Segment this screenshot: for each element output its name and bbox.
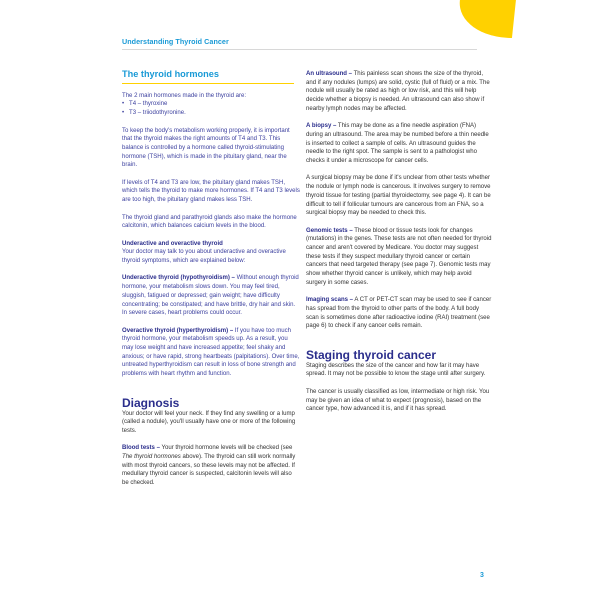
lead-biopsy: A biopsy – <box>306 123 337 130</box>
paragraph-underactive: Underactive thyroid (hypothyroidism) – Without enough thyroid hormone, your metabolism slows down. You may feel tired, sluggish, fatigued or depressed; gain weight; have difficulty concentrating; be constipated; and have brittle, dry hair and skin. In severe cases, heart problems could occur. <box>122 275 299 317</box>
lead-blood-tests: Blood tests – <box>122 445 160 452</box>
hormone-list <box>122 100 300 117</box>
page-number: 3 <box>480 572 484 579</box>
paragraph: To keep the body's metabolism working properly, it is important that the thyroid makes the right amounts of T4 and T3. This balance is controlled by a hormone called thyroid-stimulating hormone (TSH), which is made in the pituitary gland, near the brain. <box>122 127 290 169</box>
paragraph-genomic: Genomic tests – These blood or tissue tests look for changes (mutations) in the genes. These tests are not often needed for thyroid cancer and aren't covered by Medicare. You doctor may suggest these tests if they suspect medullary thyroid cancer or certain cancers that need targeted therapy (see page 7). Genomic tests may show whether thyroid cancer is unlikely, which may help avoid surgery in some cases. <box>306 227 492 286</box>
section-title-thyroid-hormones: The thyroid hormones <box>122 70 294 84</box>
paragraph-biopsy: A biopsy – This may be done as a fine needle aspiration (FNA) during an ultrasound. The area may be numbed before a thin needle is inserted to collect a sample of cells. An ultrasound guides the needle to the right spot. The sample is sent to a pathologist who checks it under a microscope for cancer cells. <box>306 123 489 165</box>
left-column <box>122 70 300 497</box>
section-title-diagnosis: Diagnosis <box>122 395 180 410</box>
lead-ultrasound: An ultrasound – <box>306 71 353 77</box>
section-title-staging: Staging thyroid cancer <box>306 347 437 362</box>
cross-reference: The thyroid hormones <box>122 454 181 460</box>
subheading-underactive-overactive: Underactive and overactive thyroid <box>122 240 223 247</box>
lead-overactive: Overactive thyroid (hyperthyroidism) – <box>122 327 234 334</box>
paragraph: Your doctor will feel your neck. If they find any swelling or a lump (called a nodule), you'll usually have one or more of the following tests. <box>122 410 296 434</box>
paragraph-ultrasound: An ultrasound – This painless scan shows the size of the thyroid, and if any nodules (lumps) are solid, cystic (full of fluid) or a mix. The nodule will usually be rated as high or low risk, and this will help decide whether a biopsy is needed. An ultrasound can also show if nearby lymph nodes may be affected. <box>306 71 490 112</box>
paragraph: Your doctor may talk to you about underactive and overactive thyroid symptoms, which are explained below: <box>122 249 286 264</box>
decorative-yellow-shape <box>456 0 518 38</box>
paragraph: A surgical biopsy may be done if it's unclear from other tests whether the nodule or lymph node is cancerous. It involves surgery to remove thyroid tissue for testing (partial thyroidectomy, see page 4). It can be difficult to tell if follicular tumours are cancerous from an FNA, so a surgical biopsy may be needed to check this. <box>306 175 491 217</box>
hormones-intro: The 2 main hormones made in the thyroid are: <box>122 92 247 99</box>
paragraph: The cancer is usually classified as low, intermediate or high risk. You may be given an idea of what to expect (prognosis), based on the cancer type, how advanced it is, and if it has spread. <box>306 388 490 413</box>
paragraph-blood-tests: Blood tests – Your thyroid hormone levels will be checked (see The thyroid hormones above). The thyroid can still work normally with most thyroid cancers, so these levels may not be affected. If medullary thyroid cancer is suspected, calcitonin levels will also be checked. <box>122 445 296 487</box>
paragraph-overactive: Overactive thyroid (hyperthyroidism) – If you have too much thyroid hormone, your metabolism speeds up. As a result, you may lose weight and have increased appetite; feel shaky and anxious; or have rapid, strong heartbeats (palpitations). Over time, untreated hyperthyroidism can result in loss of bone strength and problems with heart rhythm and function. <box>122 327 300 378</box>
list-item: • T3 – triiodothyronine. <box>122 109 300 118</box>
running-header: Understanding Thyroid Cancer <box>122 37 229 46</box>
lead-underactive: Underactive thyroid (hypothyroidism) – <box>122 275 235 282</box>
lead-imaging-scans: Imaging scans – <box>306 297 354 304</box>
right-column <box>306 70 492 423</box>
header-divider <box>122 49 477 50</box>
paragraph: If levels of T4 and T3 are low, the pituitary gland makes TSH, which tells the thyroid to make more hormones. If T4 and T3 levels are too high, the pituitary gland makes less TSH. <box>122 179 300 204</box>
paragraph: Staging describes the size of the cancer and how far it may have spread. It may not be possible to know the stage until after surgery. <box>306 362 486 378</box>
paragraph-imaging: Imaging scans – A CT or PET-CT scan may be used to see if cancer has spread from the thyroid to other parts of the body. A full body scan is sometimes done after radioactive iodine (RAI) treatment (see page 6) to check if any cancer cells remain. <box>306 297 492 330</box>
paragraph: The thyroid gland and parathyroid glands also make the hormone calcitonin, which balances calcium levels in the blood. <box>122 214 297 230</box>
list-item: • T4 – thyroxine <box>122 100 300 109</box>
lead-genomic-tests: Genomic tests – <box>306 227 353 234</box>
